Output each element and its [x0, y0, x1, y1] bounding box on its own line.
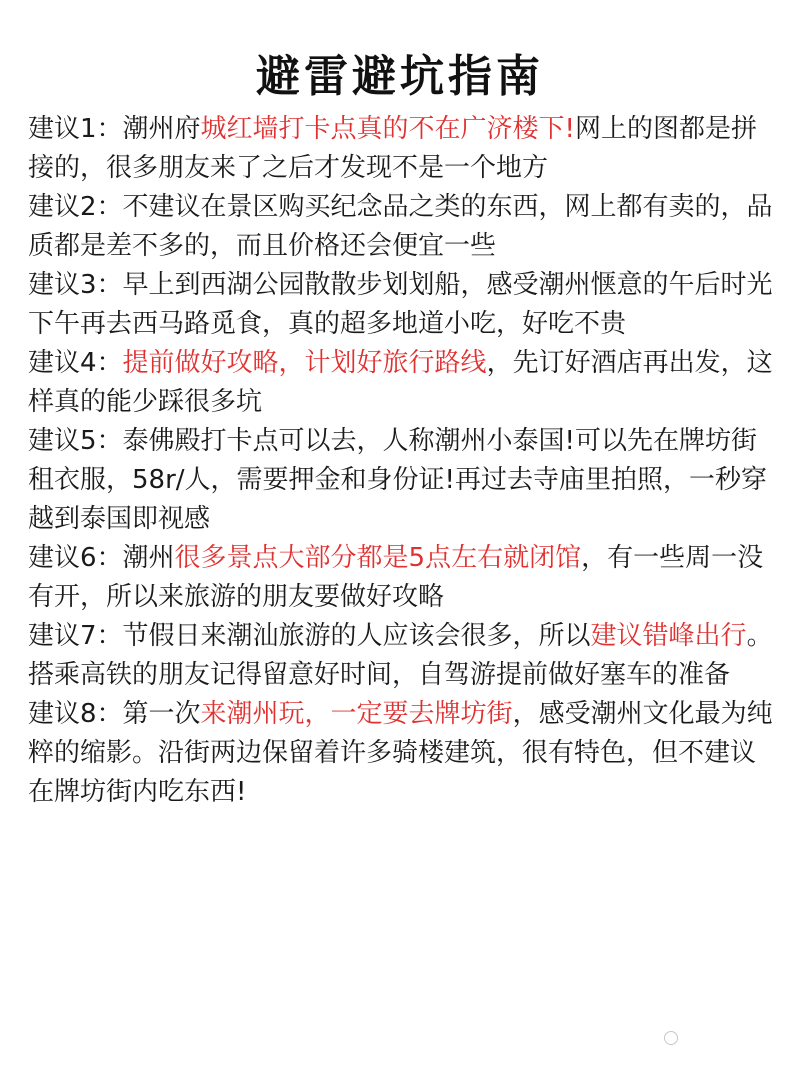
tip-item-8 — [28, 695, 776, 812]
tip-item-7 — [28, 617, 776, 695]
tips-list — [28, 110, 776, 812]
tip-highlight-text: 城红墙打卡点真的不在广济楼下! — [200, 114, 575, 144]
tip-text: 建议4： — [28, 348, 123, 378]
tip-text: 建议8：第一次 — [28, 699, 201, 729]
tip-highlight-text: 来潮州玩，一定要去牌坊街 — [200, 699, 513, 729]
tip-text: ，先订好酒店再出发，这样真的能少踩很多坑 — [28, 348, 773, 417]
tip-item-4 — [28, 344, 776, 422]
tip-item-1 — [28, 110, 776, 188]
tip-text: 建议5：泰佛殿打卡点可以去，人称潮州小泰国!可以先在牌坊街租衣服，58r/人，需要押金和身份证!再过去寺庙里拍照，一秒穿越到泰国即视感 — [28, 426, 767, 534]
tip-item-6 — [28, 539, 776, 617]
tip-text: 建议2：不建议在景区购买纪念品之类的东西，网上都有卖的，品质都是差不多的，而且价格还会便宜一些 — [28, 192, 773, 261]
tip-text: 网上的图都是拼接的，很多朋友来了之后才发现不是一个地方 — [28, 114, 757, 183]
tip-highlight-text: 提前做好攻略，计划好旅行路线 — [122, 348, 487, 378]
tip-item-3 — [28, 266, 776, 344]
tip-highlight-text: 很多景点大部分都是5点左右就闭馆 — [174, 543, 582, 573]
page-title: 避雷避坑指南 — [256, 51, 544, 102]
tip-text: 。搭乘高铁的朋友记得留意好时间，自驾游提前做好塞车的准备 — [28, 621, 773, 690]
tip-text: 建议3：早上到西湖公园散散步划划船，感受潮州惬意的午后时光下午再去西马路觅食，真的超多地道小吃，好吃不贵 — [28, 270, 773, 339]
tip-text: 建议7：节假日来潮汕旅游的人应该会很多，所以 — [28, 621, 591, 651]
tip-highlight-text: 建议错峰出行 — [590, 621, 747, 651]
tip-text: ，有一些周一没有开，所以来旅游的朋友要做好攻略 — [28, 543, 764, 612]
tip-item-2 — [28, 188, 776, 266]
tip-text: ，感受潮州文化最为纯粹的缩影。沿街两边保留着许多骑楼建筑，很有特色，但不建议在牌坊街内吃东西! — [28, 699, 773, 807]
watermark-icon — [664, 1031, 678, 1045]
tip-item-5 — [28, 422, 776, 539]
tip-text: 建议6：潮州 — [28, 543, 175, 573]
tip-text: 建议1：潮州府 — [28, 114, 201, 144]
